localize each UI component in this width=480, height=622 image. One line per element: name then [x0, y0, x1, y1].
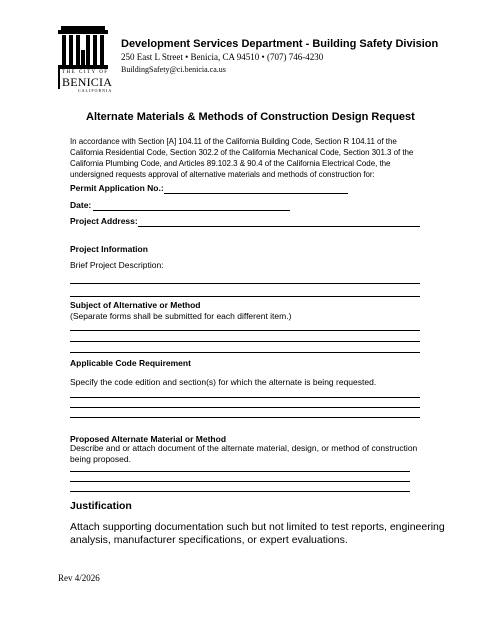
project-description-line-1[interactable]	[70, 283, 420, 284]
form-title: Alternate Materials & Methods of Construction Design Request	[86, 111, 415, 123]
revision-label: Rev 4/2026	[58, 573, 100, 583]
date-label: Date:	[70, 200, 92, 210]
proposed-method-line-3[interactable]	[70, 491, 410, 492]
code-requirement-note: Specify the code edition and section(s) for which the alternate is being requested.	[70, 377, 377, 387]
project-description-line-2[interactable]	[70, 296, 420, 297]
subject-note: (Separate forms shall be submitted for each different item.)	[70, 311, 292, 321]
proposed-note-line: Describe and or attach document of the alternate material, design, or method of construction	[70, 443, 418, 453]
justification-line: Attach supporting documentation such but not limited to test reports, engineering	[70, 521, 445, 533]
subject-line-1[interactable]	[70, 330, 420, 331]
logo-text-top: THE CITY OF	[62, 70, 109, 75]
code-requirement-line-2[interactable]	[70, 407, 420, 408]
code-requirement-line-1[interactable]	[70, 397, 420, 398]
permit-number-field[interactable]	[164, 193, 348, 194]
proposed-method-line-1[interactable]	[70, 471, 410, 472]
subject-line-3[interactable]	[70, 352, 420, 353]
proposed-method-line-2[interactable]	[70, 481, 410, 482]
permit-number-label: Permit Application No.:	[70, 183, 164, 193]
date-field[interactable]	[93, 210, 290, 211]
logo-text-sub: CALIFORNIA	[78, 88, 113, 93]
project-address-label: Project Address:	[70, 216, 138, 226]
intro-paragraph	[70, 136, 413, 180]
proposed-note-line: being proposed.	[70, 454, 131, 464]
intro-line: In accordance with Section [A] 104.11 of the California Building Code, Section R 104.11 of the	[70, 137, 397, 146]
code-requirement-heading: Applicable Code Requirement	[70, 358, 191, 368]
justification-text	[70, 521, 445, 547]
intro-line: California Residential Code, Section 302.2 of the California Mechanical Code, Section 301.3 of the	[70, 148, 414, 157]
code-requirement-line-3[interactable]	[70, 417, 420, 418]
project-description-label: Brief Project Description:	[70, 260, 164, 270]
proposed-method-note	[70, 443, 417, 465]
subject-heading: Subject of Alternative or Method	[70, 300, 201, 310]
justification-line: analysis, manufacturer specifications, or expert evaluations.	[70, 534, 348, 546]
department-name: Development Services Department - Building Safety Division	[121, 38, 439, 50]
project-info-heading: Project Information	[70, 244, 148, 254]
project-address-field[interactable]	[138, 226, 420, 227]
proposed-method-heading: Proposed Alternate Material or Method	[70, 434, 227, 444]
intro-line: California Plumbing Code, and Articles 89.102.3 & 90.4 of the California Electrical Code, the	[70, 159, 391, 168]
subject-line-2[interactable]	[70, 341, 420, 342]
department-address: 250 East L Street • Benicia, CA 94510 • (707) 746-4230	[121, 52, 324, 62]
logo-text-main: BENICIA	[62, 75, 113, 89]
intro-line: undersigned requests approval of alternative materials and methods of construction for:	[70, 170, 375, 179]
department-email: BuildingSafety@ci.benicia.ca.us	[121, 65, 226, 74]
justification-heading: Justification	[70, 500, 132, 512]
